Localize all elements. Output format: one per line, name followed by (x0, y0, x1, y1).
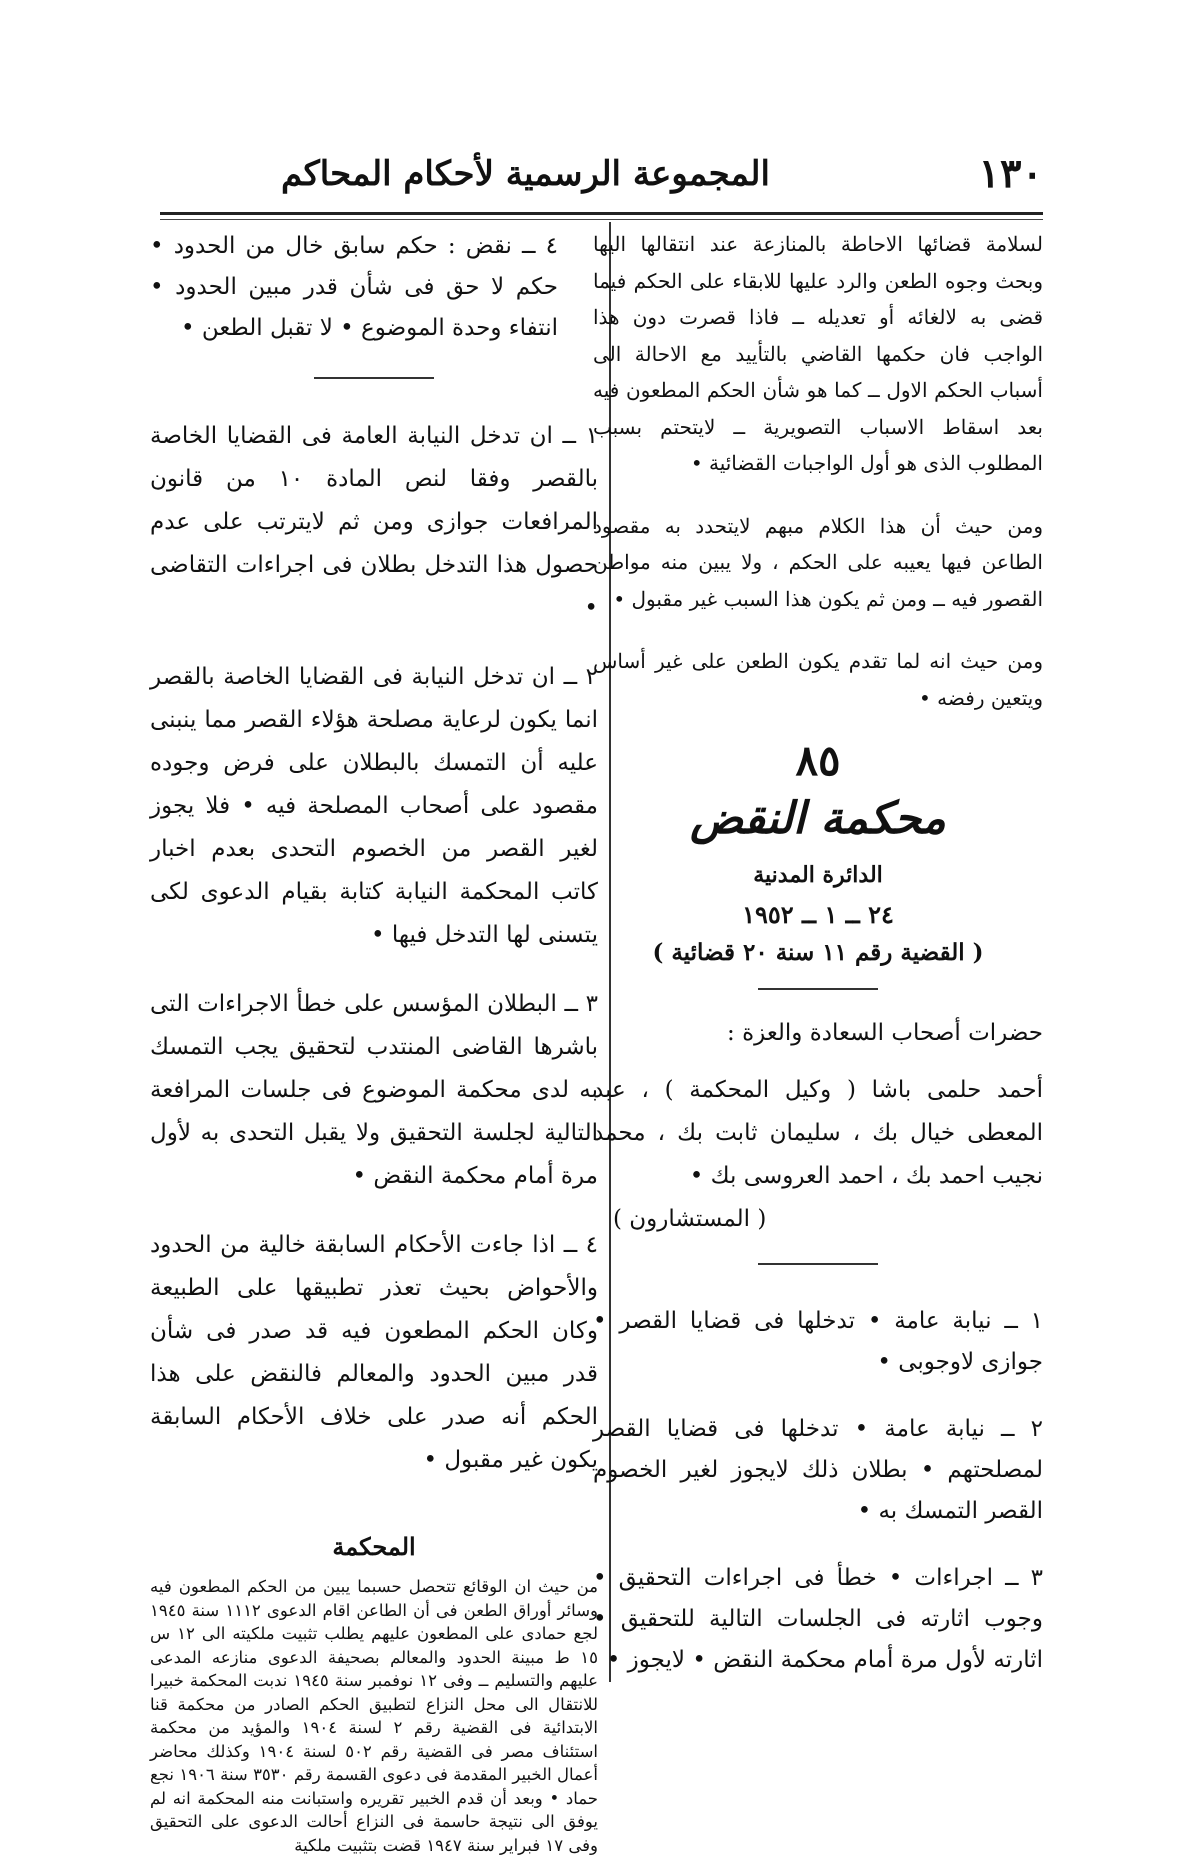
continuation-paragraph: لسلامة قضائها الاحاطة بالمنازعة عند انتقالها اليها وبحث وجوه الطعن والرد عليها للابقاء على الحكم فيما قضى به لالغائه أو تعديله ــ فاذا قصرت دون هذا الواجب فان حكمها القاضي بالتأييد مع الاحالة الى أسباب الحكم الاول ــ كما هو شأن الحكم المطعون فيه بعد اسقاط الاسباب التصويرية ــ لايتحتم بسبب المطلوب الذى هو أول الواجبات القضائية • (593, 232, 1044, 475)
ruling-3: ٣ ــ البطلان المؤسس على خطأ الاجراءات التى باشرها القاضى المنتدب لتحقيق يجب التمسك به لدى محكمة الموضوع فى جلسات المرافعة التالية لجلسة التحقيق ولا يقبل التحدى به لأول مرة أمام محكمة النقض • (150, 991, 598, 1189)
court-section-title: المحكمة (332, 1532, 416, 1561)
case-number: ٨٥ (795, 736, 841, 785)
conclusion-paragraph: ومن حيث انه لما تقدم يكون الطعن على غير أساس ويتعين رفضه • (593, 649, 1043, 710)
running-title: المجموعة الرسمية لأحكام المحاكم (280, 154, 770, 194)
circuit-name: الدائرة المدنية (753, 862, 883, 888)
case-reference: ( القضية رقم ١١ سنة ٢٠ قضائية ) (652, 939, 984, 966)
judgment-date: ٢٤ ــ ١ ــ ١٩٥٢ (742, 900, 894, 929)
ruling-2: ٢ ــ ان تدخل النيابة فى القضايا الخاصة بالقصر انما يكون لرعاية مصلحة هؤلاء القصر مما ينبنى عليه أن التمسك بالبطلان على فرض وجوده مقصود على أصحاب المصلحة فيه • فلا يجوز لغير القصر من الخصوم التحدى بعدم اخبار كاتب المحكمة النيابة كتابة بقيام الدعوى لكى يتسنى لها التدخل فيها • (150, 664, 598, 948)
header-rule-thin (160, 219, 1043, 220)
ruling-4: ٤ ــ اذا جاءت الأحكام السابقة خالية من الحدود والأحواض بحيث تعذر تطبيقها على الطبيعة وكان الحكم المطعون فيه قد صدر فى شأن قدر مبين الحدود والمعالم فالنقض على هذا الحكم أنه صدر على خلاف الأحكام السابقة يكون غير مقبول • (150, 1232, 598, 1473)
right-column (593, 226, 1043, 1681)
section-rule (314, 377, 434, 379)
left-column (150, 226, 598, 1857)
page-number: ١٣٠ (978, 150, 1043, 197)
facts-paragraph: من حيث ان الوقائع تتحصل حسبما يبين من الحكم المطعون فيه وسائر أوراق الطعن فى أن الطاعن اقام الدعوى ١١١٢ سنة ١٩٤٥ لجع حمادى على المطعون عليهم يطلب تثبيت ملكيته الى ١٢ س ١٥ ط مبينة الحدود والمعالم بصحيفة الدعوى منازعه المدعى عليهم والتسليم ــ وفى ١٢ نوفمبر سنة ١٩٤٥ ندبت المحكمة خبيرا للانتقال الى محل النزاع لتطبيق الحكم الصادر من محكمة قنا الابتدائية فى القضية رقم ٢ لسنة ١٩٠٤ والمؤيد من محكمة استئناف مصر فى القضية رقم ٥٠٢ لسنة ١٩٠٤ وكذلك محاضر أعمال الخبير المقدمة فى دعوى القسمة رقم ٣٥٣٠ سنة ١٩٠٦ نجع حماد • وبعد أن قدم الخبير تقريره واستبانت منه المحكمة انه لم يوفق الى نتيجة حاسمة فى النزاع أحالت الدعوى على التحقيق وفى ١٧ فبراير سنة ١٩٤٧ قضت بتثبيت ملكية (150, 1577, 599, 1855)
headnote-4: ٤ ــ نقض : حكم سابق خال من الحدود • حكم لا حق فى شأن قدر مبين الحدود • انتفاء وحدة الموضوع • لا تقبل الطعن • (150, 233, 558, 341)
reasoning-paragraph: ومن حيث أن هذا الكلام مبهم لايتحدد به مقصود الطاعن فيها يعيبه على الحكم ، ولا يبين منه مواطن القصور فيه ــ ومن ثم يكون هذا السبب غير مقبول • (593, 513, 1043, 611)
section-rule (758, 988, 878, 990)
counselors-label: ( المستشارون ) (613, 1206, 767, 1232)
headnote-2: ٢ ــ نيابة عامة • تدخلها فى قضايا القصر لمصلحتهم • بطلان ذلك لايجوز لغير الخصوم القصر التمسك به • (593, 1416, 1043, 1524)
section-rule (758, 1263, 878, 1265)
ruling-1: ١ ــ ان تدخل النيابة العامة فى القضايا الخاصة بالقصر وفقا لنص المادة ١٠ من قانون المرافعات جوازى ومن ثم لايترتب على عدم حصول هذا التدخل بطلان فى اجراءات التقاضى • (150, 423, 598, 621)
headnote-3: ٣ ــ اجراءات • خطأ فى اجراءات التحقيق • وجوب اثارته فى الجلسات التالية للتحقيق • اثارته لأول مرة أمام محكمة النقض • لايجوز • (593, 1565, 1043, 1673)
header-rule (160, 212, 1043, 215)
judges-list: أحمد حلمى باشا ( وكيل المحكمة ) ، عبد المعطى خيال بك ، سليمان ثابت بك ، محمد نجيب احمد بك ، احمد العروسى بك • (593, 1077, 1043, 1189)
court-name: محكمة النقض (690, 793, 946, 844)
headnote-1: ١ ــ نيابة عامة • تدخلها فى قضايا القصر • جوازى لاوجوبى • (593, 1308, 1043, 1375)
presence-title: حضرات أصحاب السعادة والعزة : (727, 1020, 1043, 1046)
